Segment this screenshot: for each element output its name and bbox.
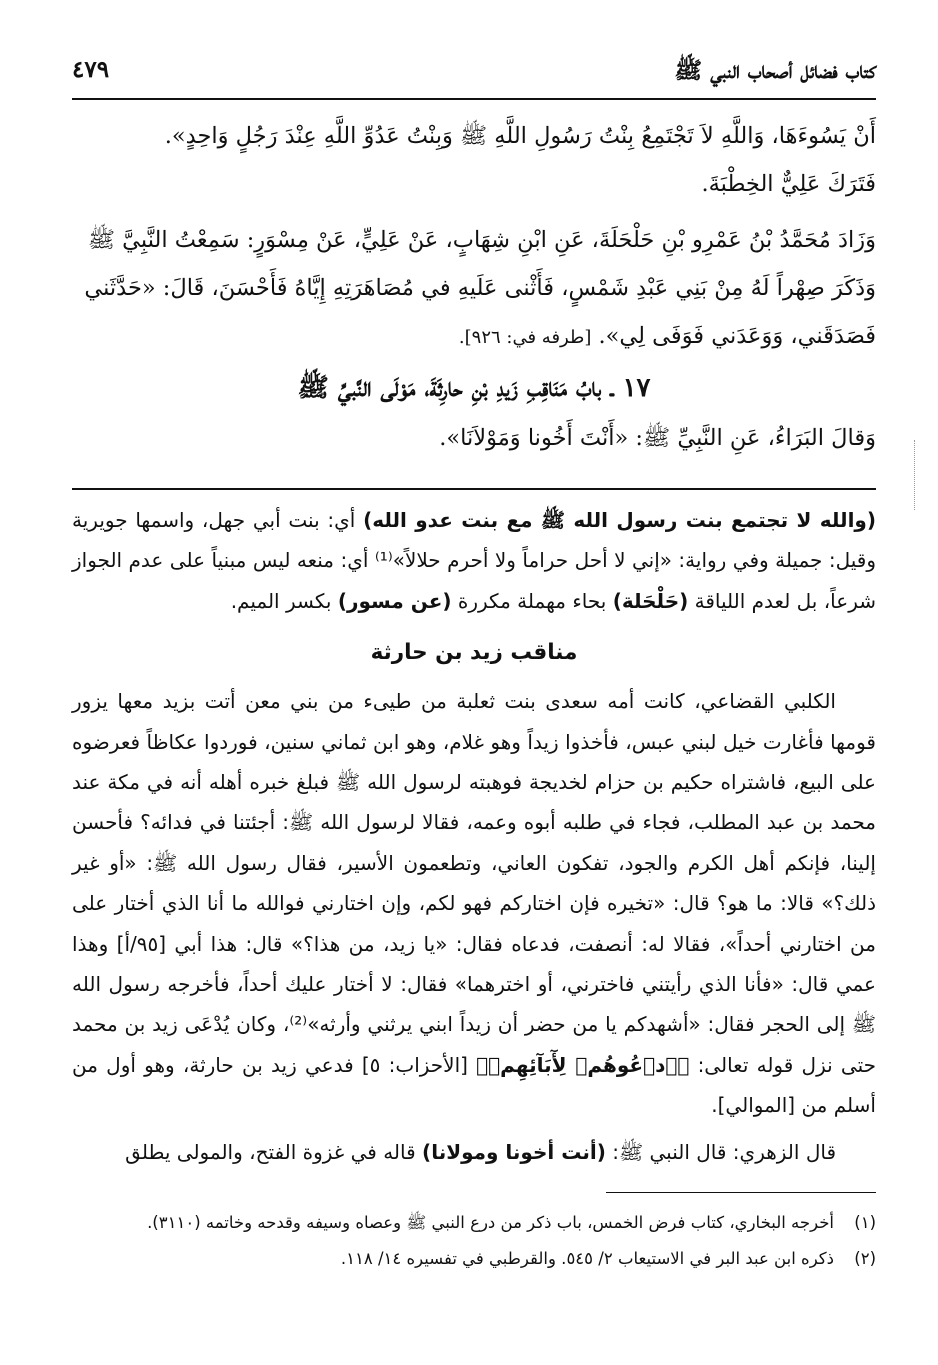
commentary-text: بكسر الميم. — [230, 588, 338, 613]
chapter-line: وَقالَ البَرَاءُ، عَنِ النَّبِيِّ ﷺ: «أَنْتَ أَخُونا وَمَوْلاَنَا». — [439, 425, 876, 451]
page-number: ٤٧٩ — [72, 56, 110, 83]
commentary-text: أي: بنت أبي جهل، واسمها جويرية وقيل: جميلة وفي رواية: «إني لا أحل حراماً ولا أحرم حلالاً»⁽¹⁾ أي: منعه ليس مبنياً على عدم الجواز شرعاً، بل لعدم اللياقة — [72, 508, 877, 613]
quoted-phrase: (عن مسور) — [337, 588, 452, 613]
hadith-text — [72, 112, 876, 462]
quoted-phrase: (أنت أخونا ومولانا) — [422, 1139, 606, 1164]
commentary-text: [الأحزاب: ٥] فدعي زيد بن حارثة، وهو أول من أسلم من [الموالي]. — [72, 1052, 876, 1118]
matn-paragraph — [72, 216, 876, 362]
matn-line: فَتَرَكَ عَلِيٌّ الخِطْبَةَ. — [701, 171, 876, 197]
section-divider — [72, 488, 876, 490]
chapter-heading: ١٧ ـ بابُ مَنَاقِبِ زَيدِ بْنِ حارِثَةَ، مَوْلَى النَّبيِّ ﷺ — [297, 373, 651, 403]
commentary — [72, 500, 876, 1172]
footnote-number: (١) — [854, 1213, 876, 1232]
commentary-paragraph — [72, 1132, 876, 1172]
commentary-text: بحاء مهملة مكررة — [451, 588, 613, 613]
footnote — [72, 1205, 876, 1241]
footnotes — [72, 1205, 876, 1277]
commentary-text: قاله في غزوة الفتح، والمولى يطلق — [125, 1139, 423, 1164]
footnote-number: (٢) — [854, 1249, 876, 1268]
commentary-paragraph — [72, 500, 876, 621]
matn-line: أَنْ يَسُوءَهَا، وَاللَّهِ لاَ تَجْتَمِعُ بِنْتُ رَسُولِ اللَّهِ ﷺ وَبِنْتُ عَدُوِّ اللَّهِ عِنْدَ رَجُلٍ وَاحِدٍ». — [164, 123, 876, 149]
quran-quote: ﴿ٱدۡعُوهُمۡ لِأٓبَآئِهِمۡ﴾ — [476, 1052, 690, 1077]
commentary-paragraph — [72, 681, 876, 1125]
matn-paragraph-text: وَزَادَ مُحَمَّدُ بْنُ عَمْرِو بْنِ حَلْحَلَةَ، عَنِ ابْنِ شِهَابٍ، عَنْ عَلِيٍّ، عَنْ مِسْوَرٍ: سَمِعْتُ النَّبِيَّ ﷺ وَذَكَرَ صِهْراً لَهُ مِنْ بَنِي عَبْدِ شَمْسٍ، فَأَثْنى عَلَيهِ في مُصَاهَرَتِهِ إِيَّاهُ فَأَحْسَنَ، قَالَ: «حَدَّثَني فَصَدَقَني، وَوَعَدَني فَوَفَى لِي». — [84, 227, 876, 349]
quoted-phrase: (والله لا تجتمع بنت رسول الله ﷺ مع بنت عدو الله) — [363, 508, 876, 532]
footnote-text: ذكره ابن عبد البر في الاستيعاب ٢/ ٥٤٥. والقرطبي في تفسيره ١٤/ ١١٨. — [340, 1249, 834, 1268]
commentary-text: الكلبي القضاعي، كانت أمه سعدى بنت ثعلبة من طيىء من بني معن أتت بزيد معها يزور قومها فأغارت خيل لبني عبس، فأخذوا زيداً وهو غلام، وهو ابن ثماني سنين، فوردوا عكاظاً فعرضوه على البيع، فاشتراه حكيم بن حزام لخديجة فوهبته لرسول الله ﷺ فبلغ خبره أهله أنه في مكة عند محمد بن عبد المطلب، فجاء في طلبه أبوه وعمه، فقالا لرسول الله ﷺ: أجئتنا في فدائه؟ فأحسن إلينا، فإنكم أهل الكرم والجود، تفكون العاني، وتطعمون الأسير، فقال رسول الله ﷺ: «أو غير ذلك؟» قالا: ما هو؟ قال: «تخيره فإن اختاركم فهو لكم، وإن اختارني فوالله ما أنا الذي أختار على من اختارني أحداً»، فقالا له: أنصفت، فدعاه فقال: «يا زيد، من هذا؟» قال: هذا أبي [٩٥/أ] وهذا عمي قال: «فأنا الذي رأيتني فاخترني، أو اخترهما» فقال: لا أختار عليك أحداً، فأخرجه رسول الله ﷺ إلى الحجر فقال: «أشهدكم يا من حضر أن زيداً ابني يرثني وأرثه»⁽²⁾، وكان يُدْعَى زيد بن محمد حتى نزل قوله تعالى: — [72, 689, 876, 1077]
footnote-text: أخرجه البخاري، كتاب فرض الخمس، باب ذكر من درع النبي ﷺ وعصاه وسيفه وقدحه وخاتمه (٣١١٠). — [147, 1213, 834, 1232]
commentary-subheading: مناقب زيد بن حارثة — [370, 640, 578, 666]
running-title: كتاب فضائل أصحاب النبي ﷺ — [674, 57, 876, 84]
cross-reference: [طرفه في: ٩٢٦]. — [458, 327, 592, 348]
quoted-phrase: (حَلْحَلة) — [612, 588, 689, 613]
commentary-text: قال الزهري: قال النبي ﷺ: — [605, 1139, 836, 1164]
footnote — [72, 1241, 876, 1277]
margin-dots — [914, 440, 921, 510]
footnote-divider — [606, 1192, 876, 1193]
page-header — [72, 52, 876, 100]
